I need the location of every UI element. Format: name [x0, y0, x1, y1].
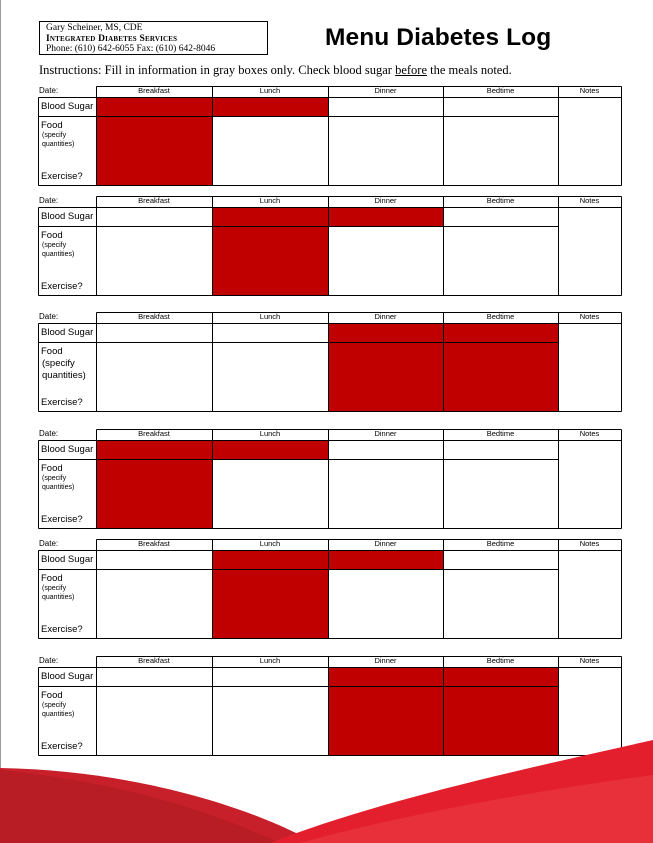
- food-specify-label: (specify: [42, 132, 67, 139]
- column-header-lunch: Lunch: [259, 312, 281, 321]
- food-specify-label: (specify: [42, 585, 67, 592]
- blood-sugar-cell-bedtime[interactable]: [444, 551, 558, 569]
- exercise-label: Exercise?: [41, 397, 83, 408]
- column-header-dinner: Dinner: [374, 196, 397, 205]
- food-exercise-cell-dinner[interactable]: [329, 570, 443, 638]
- decorative-red-wave: [0, 730, 653, 843]
- column-header-notes: Notes: [579, 86, 600, 95]
- fill-box-divider: [212, 97, 213, 117]
- exercise-label: Exercise?: [41, 624, 83, 635]
- food-label: Food: [41, 463, 63, 474]
- column-header-dinner: Dinner: [374, 539, 397, 548]
- column-header-bedtime: Bedtime: [486, 539, 515, 548]
- food-fill-box[interactable]: [96, 459, 213, 529]
- day-log-block: [38, 429, 621, 528]
- blood-sugar-cell-dinner[interactable]: [329, 98, 443, 116]
- food-label: Food: [41, 230, 63, 241]
- food-specify-label: (specify: [42, 242, 67, 249]
- instructions-text-before: Instructions: Fill in information in gray boxes only. Check blood sugar: [39, 63, 396, 77]
- blood-sugar-cell-breakfast[interactable]: [97, 324, 212, 342]
- notes-cell[interactable]: [559, 441, 621, 528]
- blood-sugar-label: Blood Sugar: [41, 327, 94, 338]
- phone-fax: Phone: (610) 642-6055 Fax: (610) 642-8046: [46, 44, 216, 54]
- food-specify-label: (specify: [42, 358, 75, 369]
- food-quantities-label: quantities): [42, 711, 75, 718]
- food-exercise-cell-breakfast[interactable]: [97, 570, 212, 638]
- fill-box-divider: [443, 342, 444, 411]
- organization-name: Integrated Diabetes Services: [46, 33, 178, 44]
- contact-header-box: [39, 21, 268, 55]
- exercise-label: Exercise?: [41, 741, 83, 752]
- food-exercise-cell-lunch[interactable]: [213, 117, 328, 185]
- food-exercise-cell-lunch[interactable]: [213, 460, 328, 528]
- food-fill-box[interactable]: [212, 226, 329, 296]
- fill-box-divider: [443, 667, 444, 687]
- food-quantities-label: quantities): [42, 370, 86, 381]
- blood-sugar-label: Blood Sugar: [41, 101, 94, 112]
- column-header-lunch: Lunch: [259, 656, 281, 665]
- blood-sugar-label: Blood Sugar: [41, 671, 94, 682]
- column-header-notes: Notes: [579, 539, 600, 548]
- instructions-text-after: the meals noted.: [427, 63, 512, 77]
- blood-sugar-cell-breakfast[interactable]: [97, 668, 212, 686]
- food-quantities-label: quantities): [42, 594, 75, 601]
- column-header-breakfast: Breakfast: [138, 656, 170, 665]
- contact-name: Gary Scheiner, MS, CDE: [46, 23, 143, 33]
- food-label: Food: [41, 573, 63, 584]
- food-exercise-cell-bedtime[interactable]: [444, 460, 558, 528]
- food-specify-label: (specify: [42, 702, 67, 709]
- column-header-notes: Notes: [579, 429, 600, 438]
- column-header-breakfast: Breakfast: [138, 196, 170, 205]
- food-exercise-cell-dinner[interactable]: [329, 460, 443, 528]
- column-header-dinner: Dinner: [374, 312, 397, 321]
- column-header-dinner: Dinner: [374, 656, 397, 665]
- exercise-label: Exercise?: [41, 281, 83, 292]
- date-label: Date:: [39, 86, 59, 95]
- column-header-dinner: Dinner: [374, 86, 397, 95]
- food-exercise-cell-dinner[interactable]: [329, 227, 443, 295]
- fill-box-divider: [328, 550, 329, 570]
- exercise-label: Exercise?: [41, 514, 83, 525]
- column-header-lunch: Lunch: [259, 539, 281, 548]
- date-label: Date:: [39, 539, 59, 548]
- date-label: Date:: [39, 429, 59, 438]
- fill-box-divider: [443, 323, 444, 343]
- column-header-lunch: Lunch: [259, 86, 281, 95]
- notes-cell[interactable]: [559, 208, 621, 295]
- food-fill-box[interactable]: [212, 569, 329, 639]
- food-exercise-cell-lunch[interactable]: [213, 343, 328, 411]
- column-header-bedtime: Bedtime: [486, 196, 515, 205]
- notes-cell[interactable]: [559, 98, 621, 185]
- food-fill-box[interactable]: [96, 116, 213, 186]
- column-header-lunch: Lunch: [259, 196, 281, 205]
- blood-sugar-cell-breakfast[interactable]: [97, 208, 212, 226]
- notes-cell[interactable]: [559, 324, 621, 411]
- page-title: Menu Diabetes Log: [325, 24, 552, 51]
- column-header-bedtime: Bedtime: [486, 86, 515, 95]
- exercise-label: Exercise?: [41, 171, 83, 182]
- blood-sugar-cell-bedtime[interactable]: [444, 208, 558, 226]
- notes-cell[interactable]: [559, 551, 621, 638]
- fill-box-divider: [328, 207, 329, 227]
- day-log-block: [38, 539, 621, 638]
- date-label: Date:: [39, 312, 59, 321]
- blood-sugar-cell-bedtime[interactable]: [444, 98, 558, 116]
- food-label: Food: [41, 690, 63, 701]
- blood-sugar-cell-breakfast[interactable]: [97, 551, 212, 569]
- column-header-lunch: Lunch: [259, 429, 281, 438]
- column-header-breakfast: Breakfast: [138, 312, 170, 321]
- column-header-dinner: Dinner: [374, 429, 397, 438]
- food-exercise-cell-bedtime[interactable]: [444, 117, 558, 185]
- food-exercise-cell-bedtime[interactable]: [444, 570, 558, 638]
- blood-sugar-label: Blood Sugar: [41, 444, 94, 455]
- food-exercise-cell-dinner[interactable]: [329, 117, 443, 185]
- food-exercise-cell-breakfast[interactable]: [97, 343, 212, 411]
- column-header-notes: Notes: [579, 312, 600, 321]
- column-header-notes: Notes: [579, 656, 600, 665]
- blood-sugar-cell-dinner[interactable]: [329, 441, 443, 459]
- column-header-breakfast: Breakfast: [138, 539, 170, 548]
- column-header-breakfast: Breakfast: [138, 429, 170, 438]
- instructions-underlined-word: before: [395, 63, 428, 77]
- food-exercise-cell-bedtime[interactable]: [444, 227, 558, 295]
- page-left-edge: [0, 0, 1, 843]
- food-label: Food: [41, 346, 63, 357]
- column-header-breakfast: Breakfast: [138, 86, 170, 95]
- blood-sugar-label: Blood Sugar: [41, 211, 94, 222]
- food-quantities-label: quantities): [42, 251, 75, 258]
- date-label: Date:: [39, 196, 59, 205]
- blood-sugar-cell-bedtime[interactable]: [444, 441, 558, 459]
- food-quantities-label: quantities): [42, 484, 75, 491]
- day-log-block: [38, 86, 621, 185]
- day-log-block: [38, 196, 621, 295]
- column-header-bedtime: Bedtime: [486, 656, 515, 665]
- blood-sugar-cell-lunch[interactable]: [213, 668, 328, 686]
- food-quantities-label: quantities): [42, 141, 75, 148]
- column-header-bedtime: Bedtime: [486, 429, 515, 438]
- column-header-notes: Notes: [579, 196, 600, 205]
- food-specify-label: (specify: [42, 475, 67, 482]
- fill-box-divider: [212, 440, 213, 460]
- instructions: [39, 63, 512, 78]
- food-label: Food: [41, 120, 63, 131]
- food-exercise-cell-breakfast[interactable]: [97, 227, 212, 295]
- date-label: Date:: [39, 656, 59, 665]
- column-header-bedtime: Bedtime: [486, 312, 515, 321]
- blood-sugar-label: Blood Sugar: [41, 554, 94, 565]
- blood-sugar-cell-lunch[interactable]: [213, 324, 328, 342]
- day-log-block: [38, 312, 621, 411]
